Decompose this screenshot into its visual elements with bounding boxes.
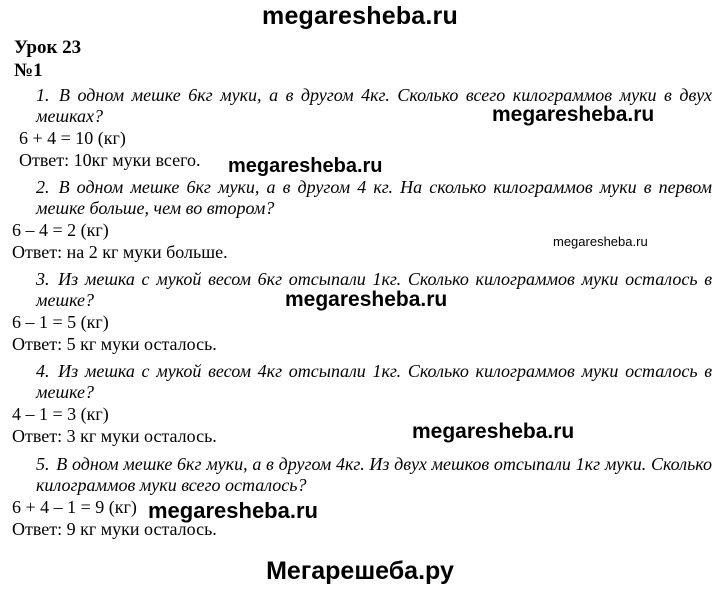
problem-5-number: 5. — [36, 454, 50, 474]
site-watermark-bottom: Мегарешеба.ру — [266, 557, 454, 585]
problem-5-text: В одном мешке 6кг муки, а в другом 4кг. Из двух мешков отсыпали 1кг муки. Сколько килограммов муки всего осталось? — [36, 454, 713, 495]
problem-4-text: Из мешка с мукой весом 4кг отсыпали 1кг. Сколько килограммов муки осталось в мешке? — [36, 361, 713, 402]
problem-3-text: Из мешка с мукой весом 6кг отсыпали 1кг. Сколько килограммов муки осталось в мешке? — [36, 269, 713, 310]
site-watermark: megaresheba.ru — [228, 155, 383, 177]
problem-2-answer: Ответ: на 2 кг муки больше. — [12, 242, 228, 262]
site-watermark: megaresheba.ru — [285, 288, 448, 311]
problem-1-number: 1. — [36, 85, 50, 105]
problem-5-answer: Ответ: 9 кг муки осталось. — [12, 519, 217, 539]
problem-1-text: В одном мешке 6кг муки, а в другом 4кг. Сколько всего килограммов муки в двух мешках? — [36, 85, 713, 126]
problem-3 — [0, 269, 720, 355]
problem-2-number: 2. — [36, 177, 50, 197]
problem-4-answer: Ответ: 3 кг муки осталось. — [12, 426, 217, 446]
problem-4 — [0, 361, 720, 447]
problem-2-equation: 6 – 4 = 2 (кг) — [12, 220, 109, 240]
problem-2-question — [36, 177, 712, 219]
problem-5 — [0, 454, 720, 540]
problem-3-number: 3. — [36, 269, 50, 289]
problem-2 — [0, 177, 720, 263]
problem-5-equation: 6 + 4 – 1 = 9 (кг) — [12, 497, 137, 517]
site-watermark: megaresheba.ru — [492, 103, 655, 126]
problem-4-equation: 4 – 1 = 3 (кг) — [12, 404, 109, 424]
problem-5-question — [36, 454, 712, 496]
problem-4-number: 4. — [36, 361, 50, 381]
site-watermark: megaresheba.ru — [148, 498, 318, 523]
problem-1-answer: Ответ: 10кг муки всего. — [19, 150, 201, 170]
problem-2-text: В одном мешке 6кг муки, а в другом 4 кг. На сколько килограммов муки в первом мешке больше, чем во втором? — [36, 177, 712, 218]
site-watermark-top: megaresheba.ru — [262, 2, 458, 30]
site-watermark: megaresheba.ru — [553, 234, 648, 249]
problem-1-equation: 6 + 4 = 10 (кг) — [19, 128, 126, 148]
task-number: №1 — [14, 60, 43, 81]
problem-3-equation: 6 – 1 = 5 (кг) — [12, 312, 109, 332]
problem-3-answer: Ответ: 5 кг муки осталось. — [12, 334, 217, 354]
site-watermark: megaresheba.ru — [412, 420, 575, 443]
problem-4-question — [36, 361, 712, 403]
lesson-title: Урок 23 — [14, 37, 82, 58]
